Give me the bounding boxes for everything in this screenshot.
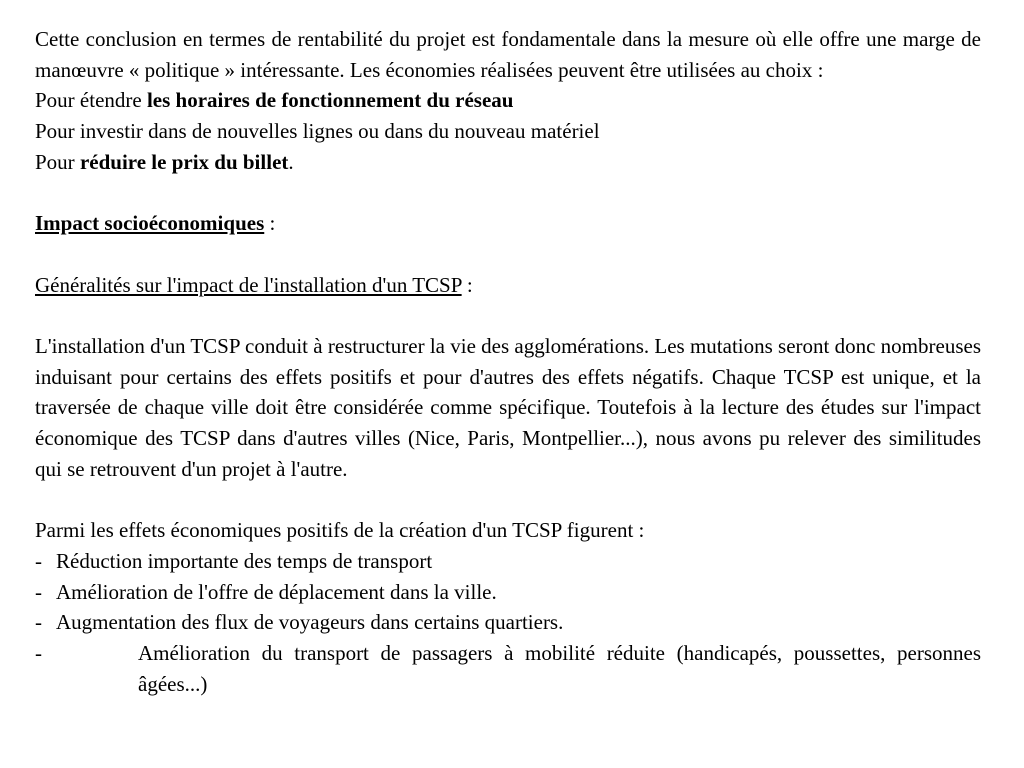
effect-item (35, 607, 981, 638)
choice-extend-hours (35, 85, 981, 116)
general-heading: Généralités sur l'impact de l'installation d'un TCSP (35, 272, 462, 297)
choice-extend-hours-bold: les horaires de fonctionnement du réseau (146, 88, 514, 113)
spacer (35, 485, 981, 516)
impact-heading-suffix: : (264, 211, 276, 236)
impact-heading-line (35, 208, 981, 239)
effect-item (35, 546, 981, 577)
effect-item-text: Amélioration du transport de passagers à mobilité réduite (handicapés, poussettes, personnes âgées...) (138, 641, 981, 696)
bullet-dash: - (35, 548, 42, 573)
effect-item-text: Réduction importante des temps de transport (56, 548, 433, 573)
effect-item-text: Augmentation des flux de voyageurs dans certains quartiers. (56, 610, 564, 635)
choice-reduce-price-prefix: Pour (35, 149, 80, 174)
impact-heading: Impact socioéconomiques (35, 211, 265, 236)
general-heading-suffix: : (461, 272, 473, 297)
choice-reduce-price (35, 147, 981, 178)
effects-intro: Parmi les effets économiques positifs de la création d'un TCSP figurent : (35, 518, 645, 543)
spacer (35, 239, 981, 270)
choice-reduce-price-suffix: . (288, 149, 294, 174)
effect-item (35, 577, 981, 608)
general-heading-line (35, 270, 981, 301)
choice-extend-hours-prefix: Pour étendre (35, 88, 147, 113)
effect-item (35, 638, 981, 699)
general-paragraph: L'installation d'un TCSP conduit à restructurer la vie des agglomérations. Les mutations seront donc nombreuses induisant pour certains des effets positifs et pour d'autres des effets négatifs. Chaque TCSP est unique, et la traversée de chaque ville doit être considérée comme spécifique. Toutefois à la lecture des études sur l'impact économique des TCSP dans d'autres villes (Nice, Paris, Montpellier...), nous avons pu relever des similitudes qui se retrouvent d'un projet à l'autre. (35, 333, 981, 481)
document-body (35, 24, 981, 699)
bullet-dash: - (35, 641, 42, 665)
bullet-dash: - (35, 579, 42, 604)
intro-paragraph: Cette conclusion en termes de rentabilité du projet est fondamentale dans la mesure où elle offre une marge de manœuvre « politique » intéressante. Les économies réalisées peuvent être utilisées au choix : (35, 27, 981, 82)
spacer (35, 178, 981, 209)
effect-item-text: Amélioration de l'offre de déplacement dans la ville. (56, 579, 497, 604)
choice-reduce-price-bold: réduire le prix du billet (79, 149, 289, 174)
spacer (35, 300, 981, 331)
choice-invest-lines: Pour investir dans de nouvelles lignes ou dans du nouveau matériel (35, 119, 600, 144)
bullet-dash: - (35, 610, 42, 635)
